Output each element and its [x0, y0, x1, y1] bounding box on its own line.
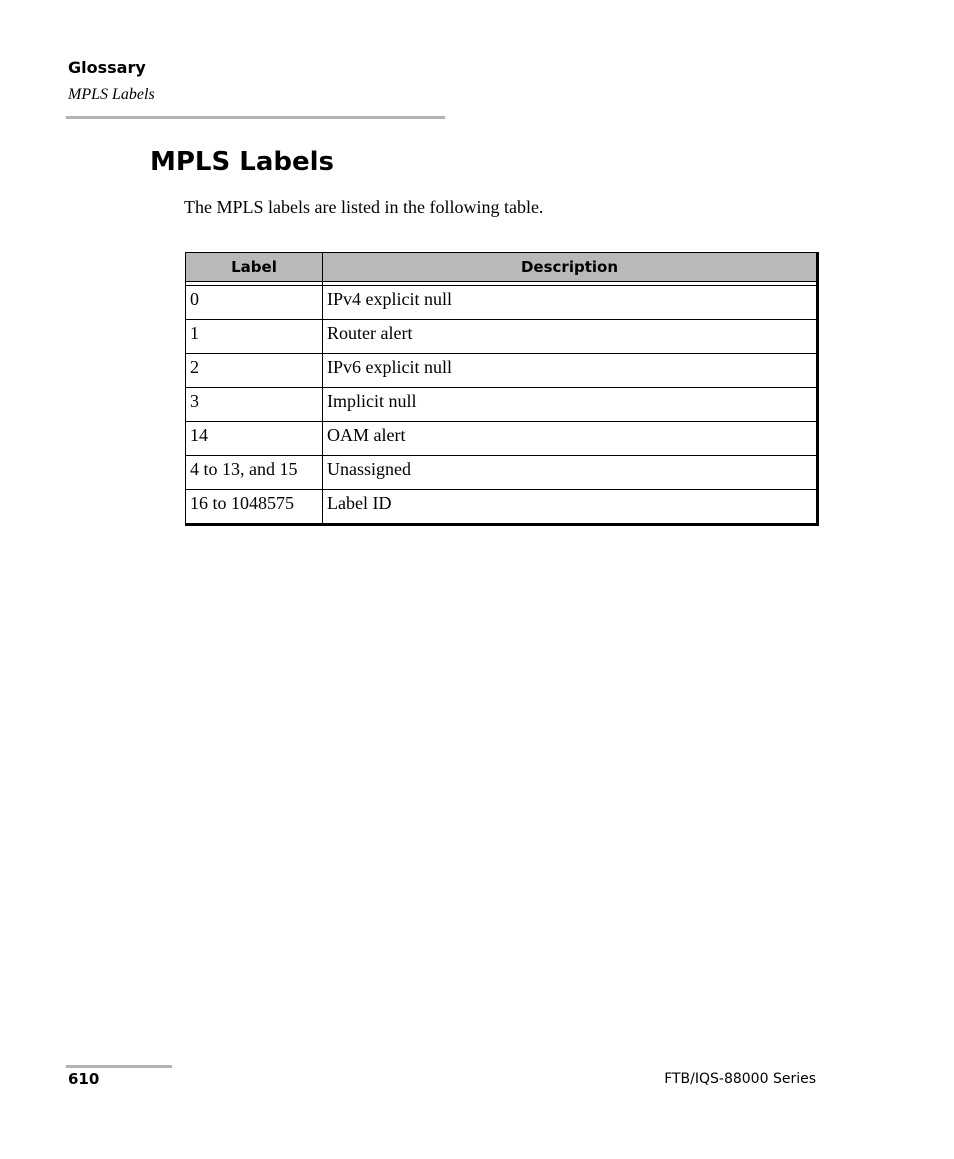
- table-row: [186, 388, 818, 422]
- section-title: Glossary: [68, 58, 146, 77]
- label-cell: 16 to 1048575: [186, 490, 323, 525]
- label-cell: 4 to 13, and 15: [186, 456, 323, 490]
- footer-rule: [66, 1065, 172, 1068]
- table-row: [186, 422, 818, 456]
- page-number: 610: [68, 1070, 100, 1088]
- column-header-label: Label: [186, 253, 323, 282]
- description-cell: IPv4 explicit null: [323, 286, 818, 320]
- table-row: [186, 286, 818, 320]
- table-row: [186, 490, 818, 525]
- table-row: [186, 456, 818, 490]
- intro-paragraph: The MPLS labels are listed in the following table.: [184, 197, 544, 217]
- header-rule: [66, 116, 445, 119]
- subsection-title: MPLS Labels: [68, 86, 155, 103]
- product-name: FTB/IQS-88000 Series: [664, 1071, 816, 1087]
- label-cell: 0: [186, 286, 323, 320]
- mpls-labels-table-wrapper: [185, 252, 817, 526]
- description-cell: Implicit null: [323, 388, 818, 422]
- table-header-row: [186, 253, 818, 282]
- mpls-labels-table: [185, 252, 819, 526]
- label-cell: 3: [186, 388, 323, 422]
- page-title: MPLS Labels: [150, 147, 335, 177]
- running-header: [68, 58, 155, 104]
- label-cell: 14: [186, 422, 323, 456]
- label-cell: 1: [186, 320, 323, 354]
- table-row: [186, 354, 818, 388]
- label-cell: 2: [186, 354, 323, 388]
- column-header-description: Description: [323, 253, 818, 282]
- description-cell: Label ID: [323, 490, 818, 525]
- table-row: [186, 320, 818, 354]
- description-cell: IPv6 explicit null: [323, 354, 818, 388]
- description-cell: Unassigned: [323, 456, 818, 490]
- description-cell: Router alert: [323, 320, 818, 354]
- description-cell: OAM alert: [323, 422, 818, 456]
